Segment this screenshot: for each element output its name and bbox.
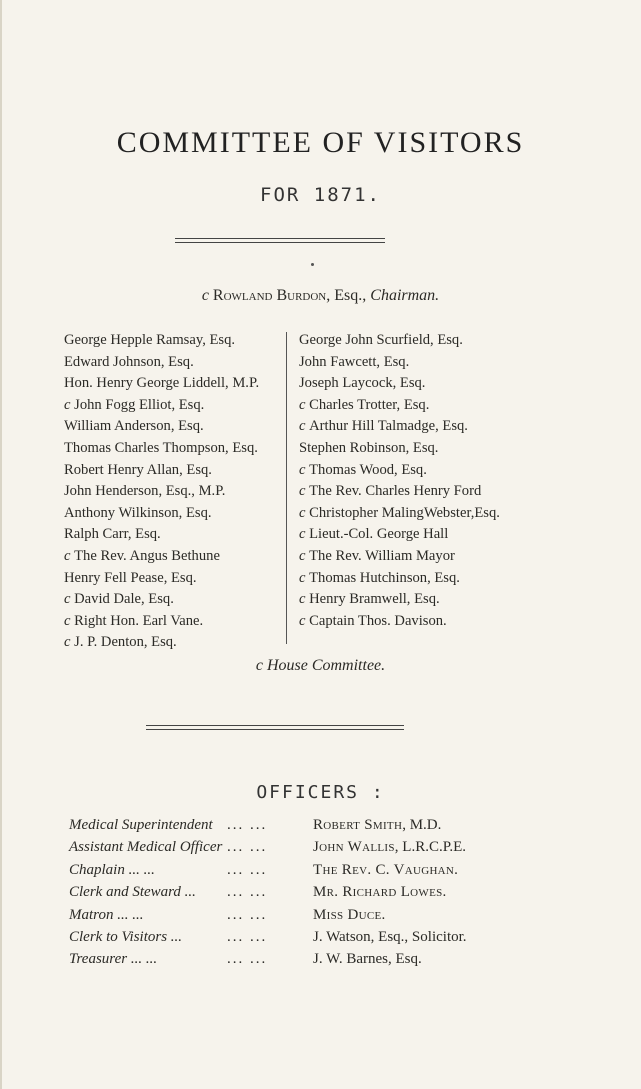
committee-member: John Henderson, Esq., M.P. <box>64 483 226 500</box>
committee-member: c John Fogg Elliot, Esq. <box>64 396 205 413</box>
page-subtitle: FOR 1871. <box>260 184 381 206</box>
committee-member: c Henry Bramwell, Esq. <box>299 591 440 608</box>
officer-role: Matron ... ... <box>69 906 144 923</box>
committee-member: George Hepple Ramsay, Esq. <box>64 332 236 348</box>
leader-dots: ... ... <box>227 817 268 833</box>
committee-member: Joseph Laycock, Esq. <box>299 375 426 392</box>
committee-member: c Thomas Wood, Esq. <box>299 461 427 478</box>
officer-row <box>69 929 509 951</box>
officer-role: Chaplain ... ... <box>69 861 155 878</box>
officer-row <box>69 884 509 906</box>
leader-dots: ... ... <box>227 839 268 856</box>
page-title: COMMITTEE OF VISITORS <box>116 126 525 159</box>
committee-member: c Captain Thos. Davison. <box>299 612 447 629</box>
committee-member: Robert Henry Allan, Esq. <box>64 461 212 478</box>
double-rule-bottom <box>146 725 404 730</box>
officer-name: John Wallis, L.R.C.P.E. <box>313 839 467 856</box>
committee-member: c The Rev. William Mayor <box>299 547 455 564</box>
officer-name: Robert Smith, M.D. <box>313 817 442 833</box>
officer-row <box>69 839 509 861</box>
column-divider <box>286 332 287 644</box>
officer-name: The Rev. C. Vaughan. <box>313 861 459 878</box>
committee-member: c David Dale, Esq. <box>64 591 174 608</box>
committee-member: Thomas Charles Thompson, Esq. <box>64 439 258 456</box>
officer-role: Assistant Medical Officer <box>69 839 223 856</box>
officer-name: J. W. Barnes, Esq. <box>313 951 422 968</box>
committee-member: c Charles Trotter, Esq. <box>299 396 430 413</box>
committee-column-left <box>64 330 286 654</box>
officer-name: J. Watson, Esq., Solicitor. <box>313 928 467 945</box>
committee-member: Anthony Wilkinson, Esq. <box>64 504 212 521</box>
committee-member: c Thomas Hutchinson, Esq. <box>299 569 460 586</box>
leader-dots: ... ... <box>227 906 268 923</box>
officers-heading: OFFICERS : <box>256 782 385 803</box>
officer-name: Miss Duce. <box>313 906 386 923</box>
leader-dots: ... ... <box>227 928 268 945</box>
house-committee-marker: c <box>201 287 209 304</box>
committee-member: Stephen Robinson, Esq. <box>299 439 439 456</box>
chairman-suffix: , Esq., <box>326 287 371 304</box>
leader-dots: ... ... <box>227 884 268 901</box>
chairman-role: Chairman. <box>370 287 440 304</box>
committee-member: c The Rev. Charles Henry Ford <box>299 483 482 500</box>
committee-member: c Arthur Hill Talmadge, Esq. <box>299 418 468 435</box>
committee-member: c J. P. Denton, Esq. <box>64 634 177 651</box>
committee-member: Ralph Carr, Esq. <box>64 526 161 543</box>
committee-member: c Lieut.-Col. George Hall <box>299 526 449 543</box>
committee-member: Hon. Henry George Liddell, M.P. <box>64 375 260 392</box>
chairman-line <box>0 287 641 305</box>
officer-row <box>69 817 509 839</box>
ornament-dot <box>311 263 314 266</box>
page-edge <box>0 0 2 1089</box>
committee-member: c Christopher MalingWebster,Esq. <box>299 504 500 521</box>
officer-row <box>69 862 509 884</box>
committee-member: William Anderson, Esq. <box>64 418 204 435</box>
officer-role: Medical Superintendent <box>69 817 213 833</box>
leader-dots: ... ... <box>227 951 268 968</box>
committee-member: c The Rev. Angus Bethune <box>64 547 220 564</box>
committee-member: c Right Hon. Earl Vane. <box>64 612 204 629</box>
committee-member: George John Scurfield, Esq. <box>299 332 463 348</box>
chairman-name: Rowland Burdon <box>212 287 327 304</box>
officer-role: Clerk to Visitors ... <box>69 928 183 945</box>
officer-role: Clerk and Steward ... <box>69 884 196 901</box>
committee-member: Edward Johnson, Esq. <box>64 353 194 370</box>
leader-dots: ... ... <box>227 861 268 878</box>
officer-row <box>69 951 509 973</box>
committee-column-right <box>299 330 539 632</box>
double-rule-top <box>175 238 385 243</box>
officer-row <box>69 907 509 929</box>
officer-name: Mr. Richard Lowes. <box>313 884 447 901</box>
house-committee-note: c House Committee. <box>255 657 386 674</box>
committee-member: John Fawcett, Esq. <box>299 353 410 370</box>
officers-list <box>69 817 509 974</box>
officer-role: Treasurer ... ... <box>69 951 158 968</box>
committee-member: Henry Fell Pease, Esq. <box>64 569 197 586</box>
